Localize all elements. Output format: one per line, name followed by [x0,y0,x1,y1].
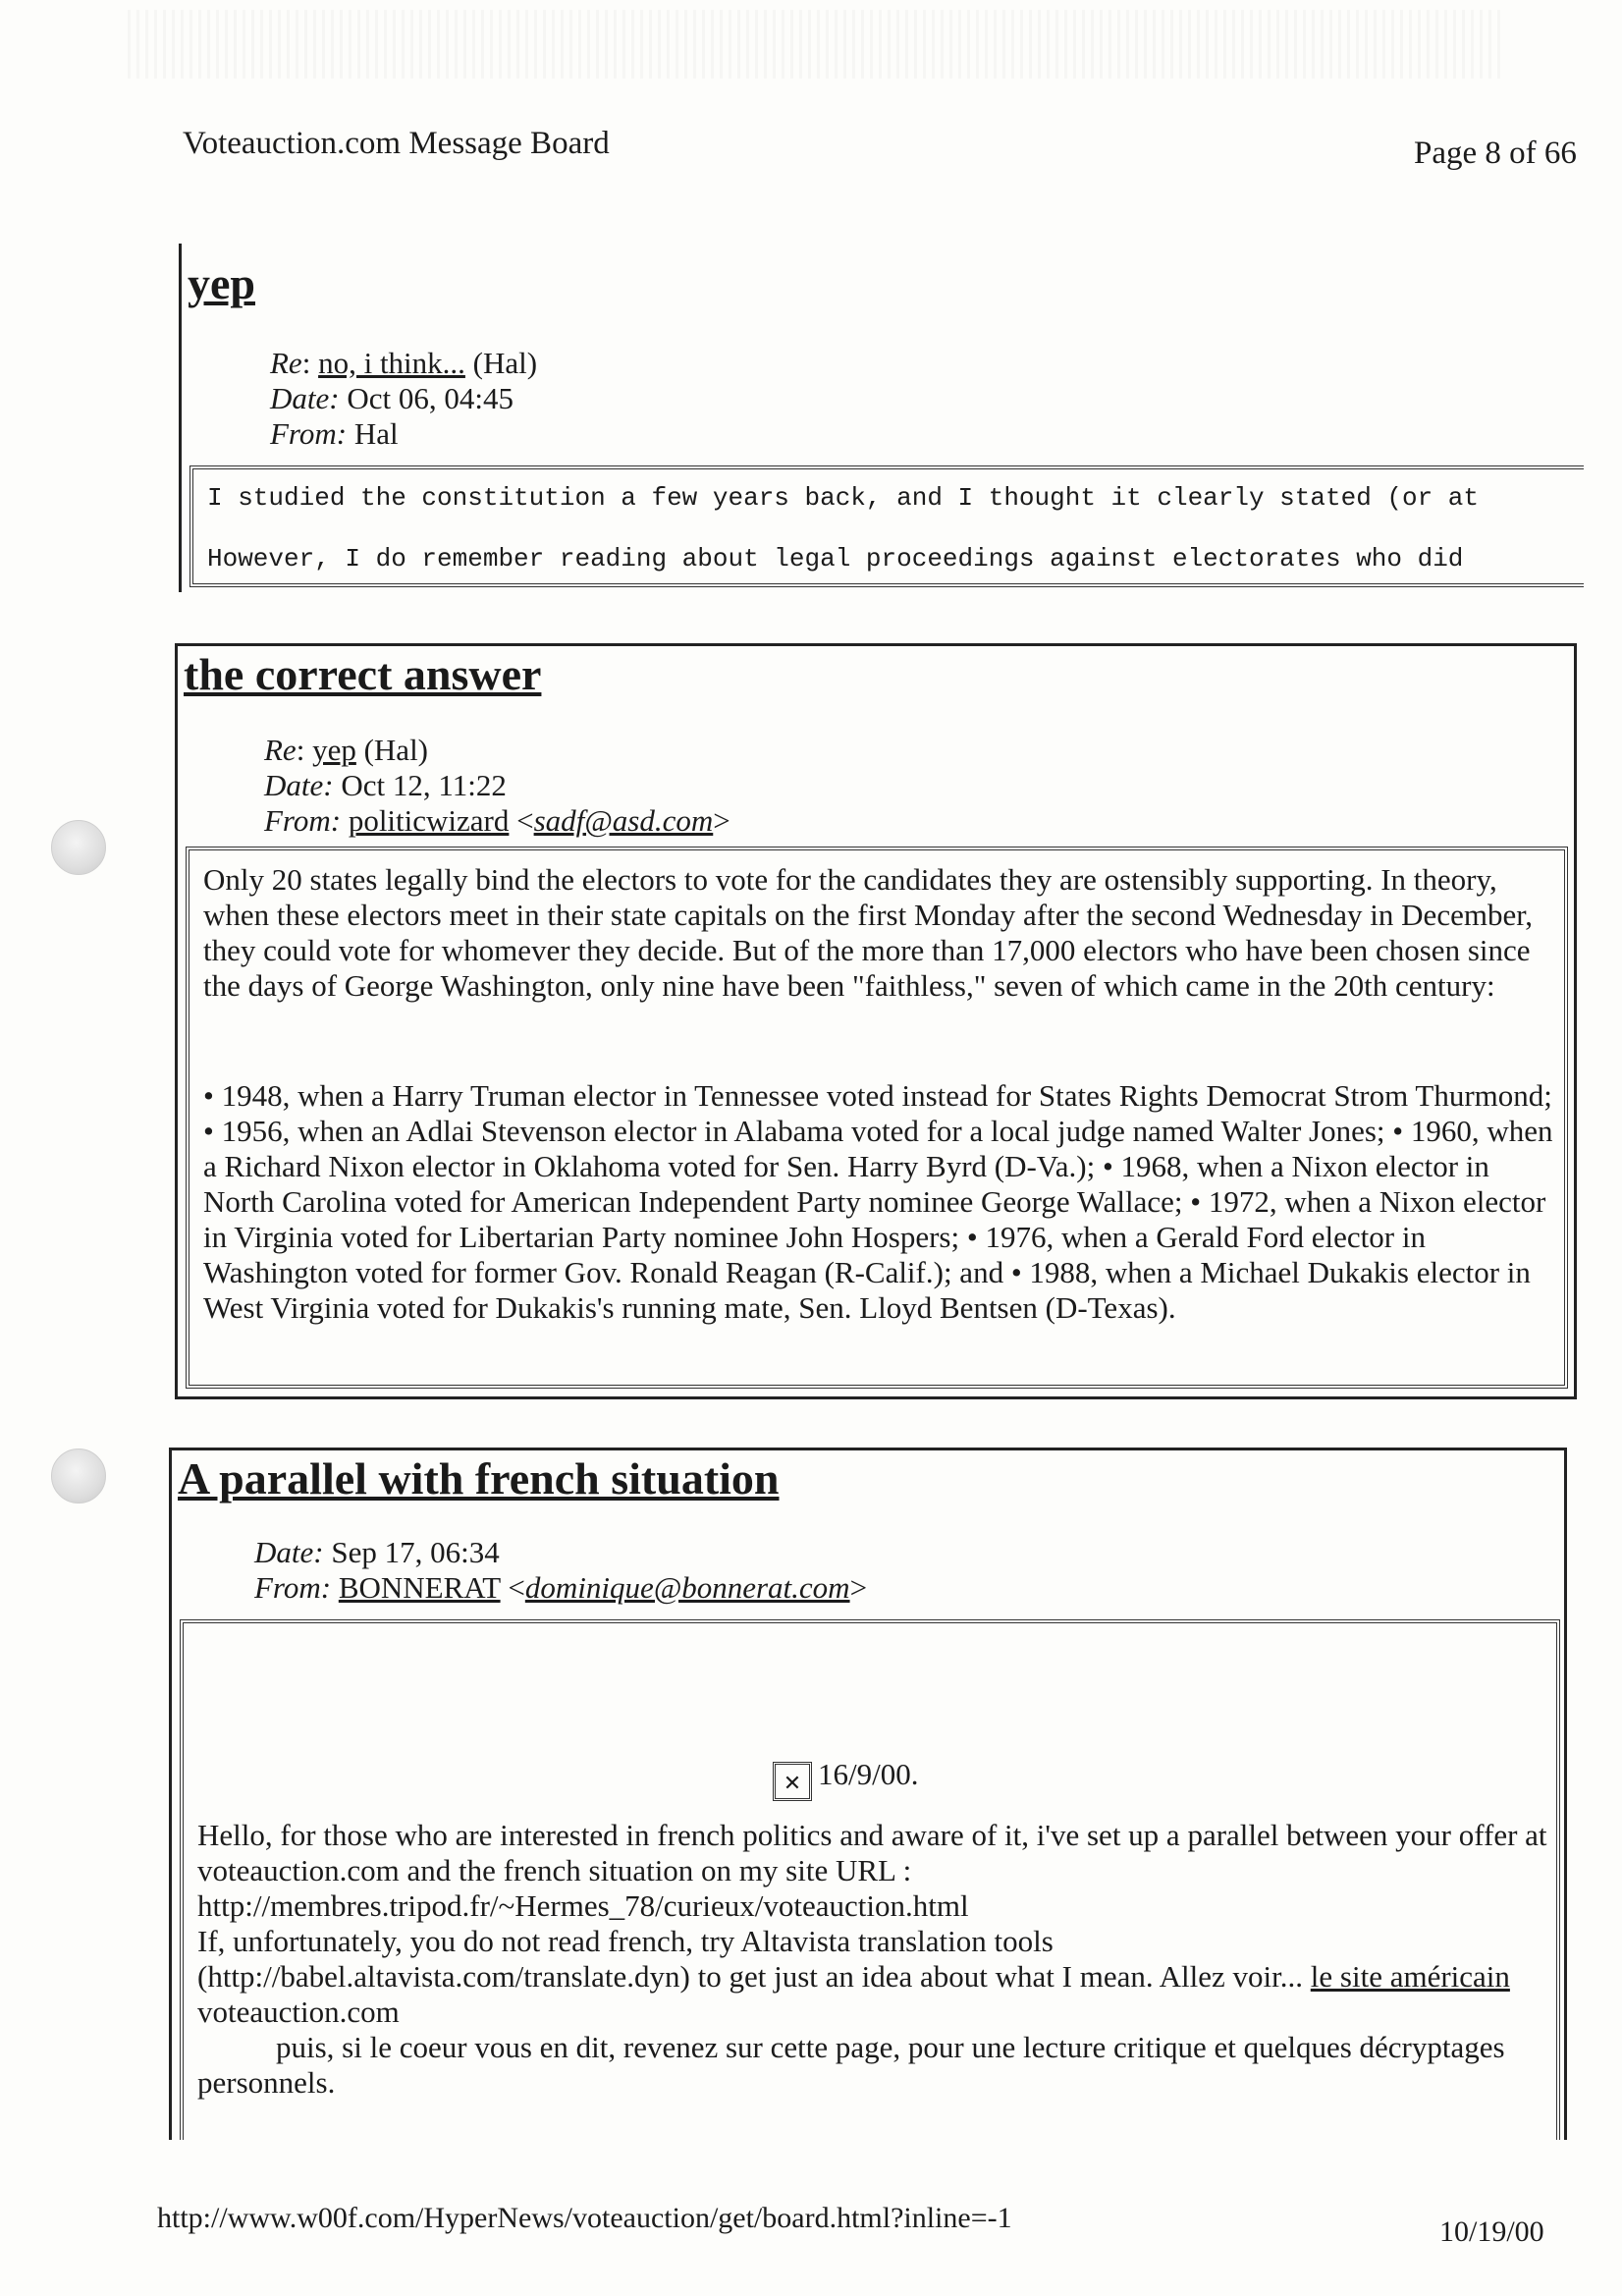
broken-image-icon: ✕ [773,1762,812,1801]
post-author: Hal [353,416,399,451]
post-title[interactable]: yep [188,258,255,308]
punch-hole [51,1449,106,1503]
author-link[interactable]: politicwizard [348,803,510,838]
body-line: I studied the constitution a few years back, and I thought it clearly stated (or at [207,483,1480,513]
post-body [180,1619,1560,2140]
date-stamp: 16/9/00. [818,1757,919,1791]
post-title[interactable]: A parallel with french situation [178,1453,780,1503]
post-body [189,465,1584,587]
author-email-link[interactable]: dominique@bonnerat.com [524,1570,850,1605]
author-link[interactable]: BONNERAT [338,1570,501,1605]
post-date: Oct 06, 04:45 [347,381,514,415]
post-meta: Re: yep (Hal) Date: Oct 12, 11:22 From: politicwizard <sadf@asd.com> [264,733,730,838]
author-email-link[interactable]: sadf@asd.com [533,803,714,838]
body-text: Hello, for those who are interested in french politics and aware of it, i've set up a parallel between your offer at voteauction.com and the french situation on my site URL : http://membres.tripod.fr/~Hermes_78/curieux/voteauction.html If, unfortunately, you do not read french, try Altavista translation tools (http://babel.altavista.com/translate.dyn) to get just an idea about what I mean. Allez voir... le site américain voteauction.com puis, si le coeur vous en dit, revenez sur cette page, pour une lecture critique et quelques décryptages personnels. [197,1818,1547,2100]
body-paragraph: • 1948, when a Harry Truman elector in Tennessee voted instead for States Rights Democrat Strom Thurmond; • 1956, when an Adlai Stevenson elector in Alabama voted for a local judge named Walter Jones; • 1960, when a Richard Nixon elector in Oklahoma voted for Sen. Harry Byrd (D-Va.); • 1968, when a Nixon elector in North Carolina voted for American Independent Party nominee George Wallace; • 1972, when a Nixon elector in Virginia voted for Libertarian Party nominee John Hospers; • 1976, when a Gerald Ford elector in Washington voted for former Gov. Ronald Reagan (R-Calif.); and • 1988, when a Michael Dukakis elector in West Virginia voted for Dukakis's running mate, Sen. Lloyd Bentsen (D-Texas). [203,1078,1553,1325]
scan-noise [128,10,1502,79]
body-paragraph: Only 20 states legally bind the electors to vote for the candidates they are ostensibly supporting. In theory, when these electors meet in their state capitals on the first Monday after the second Wednesday in December, they could vote for whomever they decide. But of the more than 17,000 electors who have been chosen since the days of George Washington, only nine have been "faithless," seven of which came in the 20th century: [203,862,1534,1003]
post-meta: Date: Sep 17, 06:34 From: BONNERAT <dominique@bonnerat.com> [254,1535,868,1605]
post-date: Oct 12, 11:22 [341,768,507,802]
post-french-parallel [169,1448,1567,2140]
footer-date: 10/19/00 [1439,2215,1544,2248]
post-date: Sep 17, 06:34 [331,1535,500,1569]
reply-link[interactable]: yep [312,733,356,767]
page-number: Page 8 of 66 [1414,136,1577,171]
body-line: However, I do remember reading about legal proceedings against electorates who did [207,544,1464,574]
post-correct-answer [175,643,1577,1399]
post-meta: Re: no, i think... (Hal) Date: Oct 06, 04:45 From: Hal [270,346,538,451]
punch-hole [51,820,106,875]
footer-url: http://www.w00f.com/HyperNews/voteauction/get/board.html?inline=-1 [157,2202,1012,2234]
site-title: Voteauction.com Message Board [183,126,610,161]
site-link[interactable]: le site américain [1310,1959,1510,1994]
post-body [186,847,1568,1389]
post-yep [179,244,1581,592]
image-with-date [773,1757,918,1801]
reply-link[interactable]: no, i think... [318,346,465,380]
post-title[interactable]: the correct answer [184,649,542,699]
